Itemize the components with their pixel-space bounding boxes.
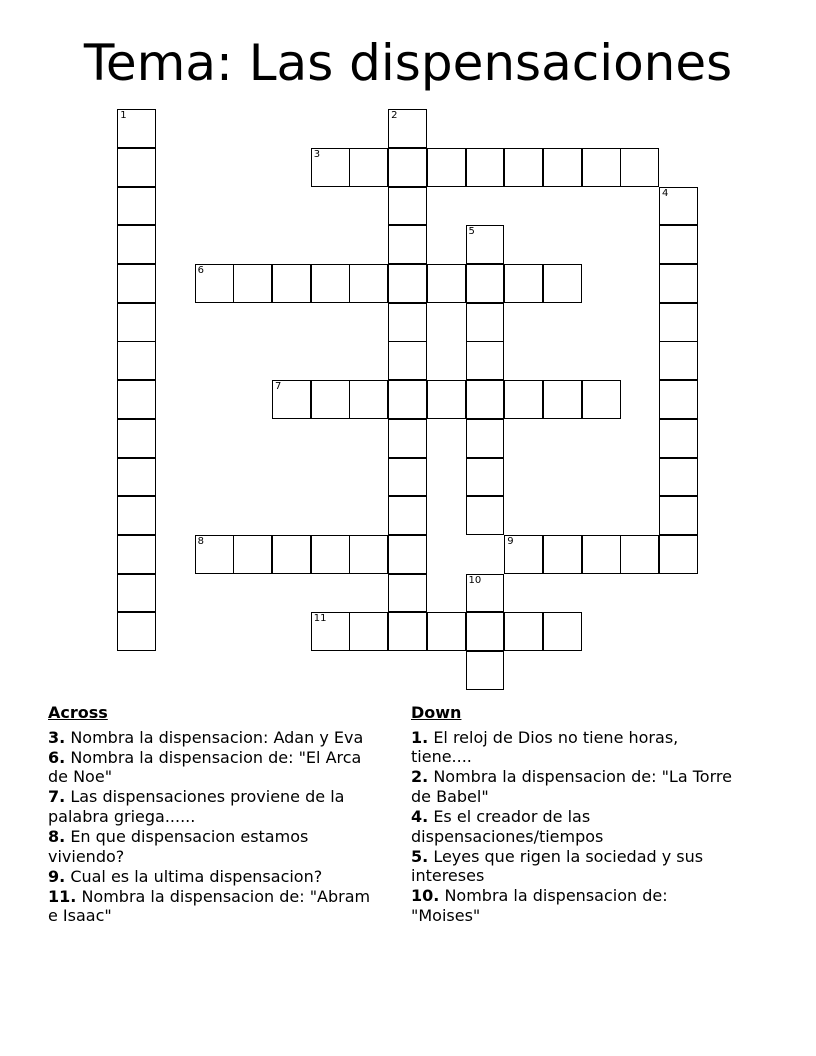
grid-cell[interactable] <box>349 612 388 651</box>
clue-text: Es el creador de las dispensaciones/tiempos <box>411 806 604 846</box>
grid-cell[interactable] <box>349 148 388 187</box>
clue-number: 1. <box>411 727 429 747</box>
grid-cell[interactable] <box>117 225 156 264</box>
cell-number: 6 <box>197 265 205 277</box>
clue-number: 10. <box>411 886 440 906</box>
grid-cell[interactable] <box>311 148 350 187</box>
grid-cell[interactable] <box>349 380 388 419</box>
across-heading: Across <box>48 703 108 722</box>
cell-number: 1 <box>120 110 127 122</box>
grid-cell[interactable] <box>466 264 505 303</box>
grid-cell[interactable] <box>543 264 582 303</box>
grid-cell[interactable] <box>233 535 272 574</box>
grid-cell[interactable] <box>388 303 427 342</box>
cell-number: 9 <box>507 535 514 547</box>
grid-cell[interactable] <box>582 535 621 574</box>
grid-cell[interactable] <box>466 496 505 535</box>
grid-cell[interactable] <box>117 574 156 613</box>
grid-cell[interactable] <box>659 225 698 264</box>
cell-number: 7 <box>275 381 282 393</box>
grid-cell[interactable] <box>659 264 698 303</box>
grid-cell[interactable] <box>388 496 427 535</box>
clue-text: Nombra la dispensacion de: "Moises" <box>411 886 668 925</box>
clue-across-3 <box>48 728 378 748</box>
grid-cell[interactable] <box>117 148 156 187</box>
clue-across-7 <box>48 787 378 826</box>
grid-cell[interactable] <box>311 612 350 651</box>
grid-cell[interactable] <box>543 535 582 574</box>
grid-cell[interactable] <box>504 148 543 187</box>
grid-cell[interactable] <box>427 612 466 651</box>
grid-cell[interactable] <box>117 187 156 226</box>
grid-cell[interactable] <box>388 341 427 380</box>
cell-number: 3 <box>313 148 321 160</box>
grid-cell[interactable] <box>466 651 505 690</box>
grid-cell[interactable] <box>659 496 698 535</box>
grid-cell[interactable] <box>543 380 582 419</box>
grid-cell[interactable] <box>466 380 505 419</box>
clue-down-2 <box>411 767 741 806</box>
grid-cell[interactable] <box>620 148 659 187</box>
cell-number: 4 <box>662 187 669 199</box>
clue-across-9 <box>48 867 378 887</box>
grid-cell[interactable] <box>466 612 505 651</box>
clue-number: 3. <box>48 727 66 747</box>
grid-cell[interactable] <box>388 380 427 419</box>
grid-cell[interactable] <box>427 264 466 303</box>
grid-cell[interactable] <box>311 380 350 419</box>
clue-number: 11. <box>48 886 77 906</box>
grid-cell[interactable] <box>659 303 698 342</box>
clue-text: Nombra la dispensacion de: "La Torre de Babel" <box>411 767 732 806</box>
grid-cell[interactable] <box>272 535 311 574</box>
grid-cell[interactable] <box>504 264 543 303</box>
grid-cell[interactable] <box>620 535 659 574</box>
grid-cell[interactable] <box>117 264 156 303</box>
clue-number: 4. <box>411 806 429 826</box>
grid-cell[interactable] <box>388 264 427 303</box>
clue-text: Leyes que rigen la sociedad y sus intereses <box>411 846 704 886</box>
grid-cell[interactable] <box>466 225 505 264</box>
grid-cell[interactable] <box>117 535 156 574</box>
grid-cell[interactable] <box>466 148 505 187</box>
cell-number: 11 <box>313 613 327 625</box>
grid-cell[interactable] <box>427 380 466 419</box>
page-title: Tema: Las dispensaciones <box>83 34 733 92</box>
grid-cell[interactable] <box>117 341 156 380</box>
grid-cell[interactable] <box>582 148 621 187</box>
grid-cell[interactable] <box>388 612 427 651</box>
clue-number: 9. <box>48 866 66 886</box>
clue-down-10 <box>411 886 741 925</box>
grid-cell[interactable] <box>466 458 505 497</box>
grid-cell[interactable] <box>388 187 427 226</box>
grid-cell[interactable] <box>117 458 156 497</box>
grid-cell[interactable] <box>659 341 698 380</box>
clue-across-8 <box>48 827 378 866</box>
grid-cell[interactable] <box>311 264 350 303</box>
grid-cell[interactable] <box>582 380 621 419</box>
grid-cell[interactable] <box>659 535 698 574</box>
grid-cell[interactable] <box>388 458 427 497</box>
clue-text: Las dispensaciones proviene de la palabra griega...... <box>48 787 345 826</box>
across-clues <box>48 703 378 927</box>
grid-cell[interactable] <box>117 303 156 342</box>
cell-number: 8 <box>197 535 205 547</box>
grid-cell[interactable] <box>272 380 311 419</box>
grid-cell[interactable] <box>504 612 543 651</box>
grid-cell[interactable] <box>117 496 156 535</box>
grid-cell[interactable] <box>349 264 388 303</box>
clue-text: Nombra la dispensacion: Adan y Eva <box>70 727 364 747</box>
grid-cell[interactable] <box>388 535 427 574</box>
grid-cell[interactable] <box>659 380 698 419</box>
clue-number: 6. <box>48 747 66 767</box>
down-heading: Down <box>411 703 462 722</box>
clue-number: 2. <box>411 767 429 787</box>
clue-number: 7. <box>48 787 66 807</box>
grid-cell[interactable] <box>388 109 427 148</box>
grid-cell[interactable] <box>117 612 156 651</box>
clue-text: Nombra la dispensacion de: "Abram e Isaac" <box>48 886 371 926</box>
grid-cell[interactable] <box>388 574 427 613</box>
clue-text: En que dispensacion estamos viviendo? <box>48 827 309 866</box>
grid-cell[interactable] <box>543 612 582 651</box>
clue-number: 8. <box>48 827 66 847</box>
grid-cell[interactable] <box>311 535 350 574</box>
grid-cell[interactable] <box>349 535 388 574</box>
grid-cell[interactable] <box>272 264 311 303</box>
grid-cell[interactable] <box>195 264 234 303</box>
grid-cell[interactable] <box>504 380 543 419</box>
grid-cell[interactable] <box>427 148 466 187</box>
grid-cell[interactable] <box>117 380 156 419</box>
clue-text: Cual es la ultima dispensacion? <box>70 866 323 886</box>
grid-cell[interactable] <box>117 419 156 458</box>
clue-across-6 <box>48 748 378 787</box>
grid-cell[interactable] <box>466 574 505 613</box>
grid-cell[interactable] <box>543 148 582 187</box>
grid-cell[interactable] <box>233 264 272 303</box>
grid-cell[interactable] <box>504 535 543 574</box>
clue-across-11 <box>48 887 378 926</box>
down-clues <box>411 703 741 926</box>
clue-down-1 <box>411 728 741 767</box>
grid-cell[interactable] <box>466 419 505 458</box>
grid-cell[interactable] <box>388 419 427 458</box>
grid-cell[interactable] <box>388 148 427 187</box>
clue-down-5 <box>411 847 741 886</box>
grid-cell[interactable] <box>466 303 505 342</box>
grid-cell[interactable] <box>659 187 698 226</box>
grid-cell[interactable] <box>388 225 427 264</box>
clue-down-4 <box>411 807 741 846</box>
grid-cell[interactable] <box>659 458 698 497</box>
grid-cell[interactable] <box>466 341 505 380</box>
grid-cell[interactable] <box>117 109 156 148</box>
grid-cell[interactable] <box>195 535 234 574</box>
cell-number: 2 <box>391 110 398 122</box>
cell-number: 5 <box>468 226 475 238</box>
cell-number: 10 <box>468 574 482 586</box>
grid-cell[interactable] <box>659 419 698 458</box>
clue-text: Nombra la dispensacion de: "El Arca de Noe" <box>48 747 362 787</box>
clue-text: El reloj de Dios no tiene horas, tiene.... <box>411 727 679 767</box>
clue-number: 5. <box>411 846 429 866</box>
